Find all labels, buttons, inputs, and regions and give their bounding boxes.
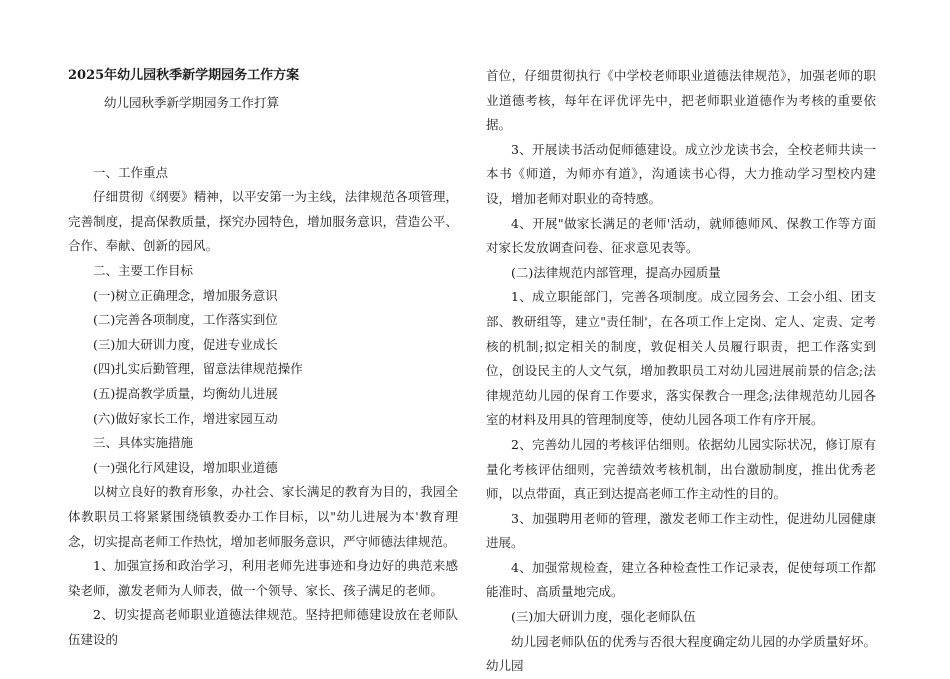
paragraph: 以树立良好的教育形象，办社会、家长满足的教育为目的，我园全体教职员工将紧紧围绕镇教委办工作目标，以"幼儿进展为本'教育理念，切实提高老师工作热忱，增加老师服务意识，严守师德法律规范。 [68,484,458,549]
paragraph: 4、加强常规检查，建立各种检查性工作记录表，促使每项工作都能准时、高质量地完成。 [486,559,876,600]
paragraph: 1、成立职能部门，完善各项制度。成立园务会、工会小组、团支部、教研组等，建立"责任制'，在各项工作上定岗、定人、定责、定考核的机制;拟定相关的制度，敦促相关人员履行职责，把工作落实到位，创设民主的人文气氛，增加教职员工对幼儿园进展前景的信念;法律规范幼儿园的保育工作要求，落实保教合一理念;法律规范幼儿园各室的材料及用具的管理制度等，使幼儿园各项工作有序开展。 [486,289,876,428]
goal-item: (二)完善各项制度，工作落实到位 [93,312,278,328]
paragraph: 幼儿园老师队伍的优秀与否很大程度确定幼儿园的办学质量好坏。幼儿园 [486,633,876,674]
document-title: 2025年幼儿园秋季新学期园务工作方案 [68,68,300,83]
paragraph: 2、切实提高老师职业道德法律规范。坚持把师德建设放在老师队伍建设的 [68,607,458,647]
paragraph: 4、开展"做家长满足的老师'活动，就师德师风、保教工作等方面对家长发放调查问卷、征求意见表等。 [486,215,876,256]
right-column [486,64,876,679]
section-heading-3: 三、具体实施措施 [93,435,194,451]
goal-item: (三)加大研训力度，促进专业成长 [93,336,278,352]
subsection-heading: (二)法律规范内部管理，提高办园质量 [511,264,721,280]
subsection-heading: (三)加大研训力度，强化老师队伍 [511,609,696,625]
subsection-heading: (一)强化行风建设，增加职业道德 [93,459,278,475]
goal-item: (一)树立正确理念，增加服务意识 [93,287,278,303]
section-heading-1: 一、工作重点 [93,164,169,180]
goal-item: (六)做好家长工作，增进家园互动 [93,410,278,426]
paragraph: 3、加强聘用老师的管理，激发老师工作主动性，促进幼儿园健康进展。 [486,510,876,551]
paragraph: 2、完善幼儿园的考核评估细则。依据幼儿园实际状况，修订原有量化考核评估细则，完善绩效考核机制，出台激励制度，推出优秀老师，以点带面，真正到达提高老师工作主动性的目的。 [486,436,876,502]
paragraph: 仔细贯彻《纲要》精神，以平安第一为主线，法律规范各项管理，完善制度，提高保教质量，探究办园特色，增加服务意识，营造公平、合作、奉献、创新的园风。 [68,189,458,254]
left-column [68,64,458,652]
paragraph: 3、开展读书活动促师德建设。成立沙龙读书会，全校老师共读一本书《师道，为师亦有道》，沟通读书心得，大力推动学习型校内建设，增加老师对职业的奇特感。 [486,141,876,206]
section-heading-2: 二、主要工作目标 [93,262,194,278]
paragraph-continued: 首位，仔细贯彻执行《中学校老师职业道德法律规范》，加强老师的职业道德考核，每年在评优评先中，把老师职业道德作为考核的重要依据。 [486,68,876,133]
goal-item: (五)提高教学质量，均衡幼儿进展 [93,385,278,401]
document-subtitle: 幼儿园秋季新学期园务工作打算 [104,95,280,110]
goal-item: (四)扎实后勤管理，留意法律规范操作 [93,361,303,377]
paragraph: 1、加强宣扬和政治学习，利用老师先进事迹和身边好的典范来感染老师，激发老师为人师表，做一个领导、家长、孩子满足的老师。 [68,558,458,598]
